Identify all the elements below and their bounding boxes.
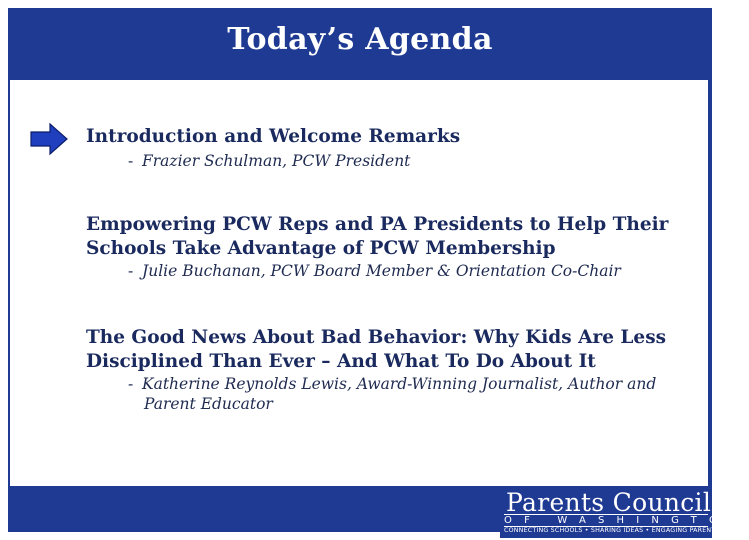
agenda-item-speaker: [128, 374, 686, 414]
agenda-item-3: [86, 326, 686, 414]
agenda-item-title-line1: The Good News About Bad Behavior: Why Kids Are Less: [86, 327, 667, 348]
agenda-item-title-line2: Schools Take Advantage of PCW Membership: [86, 238, 556, 259]
parents-council-logo: [500, 486, 749, 538]
logo-name: Parents Council: [506, 488, 712, 517]
agenda-item-1: [86, 125, 686, 171]
speaker-text: Frazier Schulman, PCW President: [142, 152, 411, 170]
logo-tagline: CONNECTING SCHOOLS • SHARING IDEAS • ENGAGING PARENTS: [504, 527, 720, 534]
logo-subtitle: OF WASHINGTON: [504, 515, 749, 526]
agenda-item-title-line1: Empowering PCW Reps and PA Presidents to Help Their: [86, 214, 669, 235]
dash: -: [128, 262, 134, 280]
speaker-text: Julie Buchanan, PCW Board Member & Orientation Co-Chair: [142, 262, 621, 280]
agenda-item-speaker: [128, 151, 686, 171]
agenda-item-speaker: [128, 261, 686, 281]
speaker-text-line2: Parent Educator: [144, 395, 273, 413]
speaker-text: Katherine Reynolds Lewis, Award-Winning Journalist, Author and: [142, 375, 657, 393]
agenda-item-title: Introduction and Welcome Remarks: [86, 126, 461, 147]
agenda-item-title-line2: Disciplined Than Ever – And What To Do About It: [86, 351, 596, 372]
arrow-right-icon: [30, 123, 68, 155]
dash: -: [128, 152, 134, 170]
dash: -: [128, 375, 134, 393]
agenda-item-2: [86, 213, 686, 281]
slide-title: Today’s Agenda: [227, 22, 493, 57]
